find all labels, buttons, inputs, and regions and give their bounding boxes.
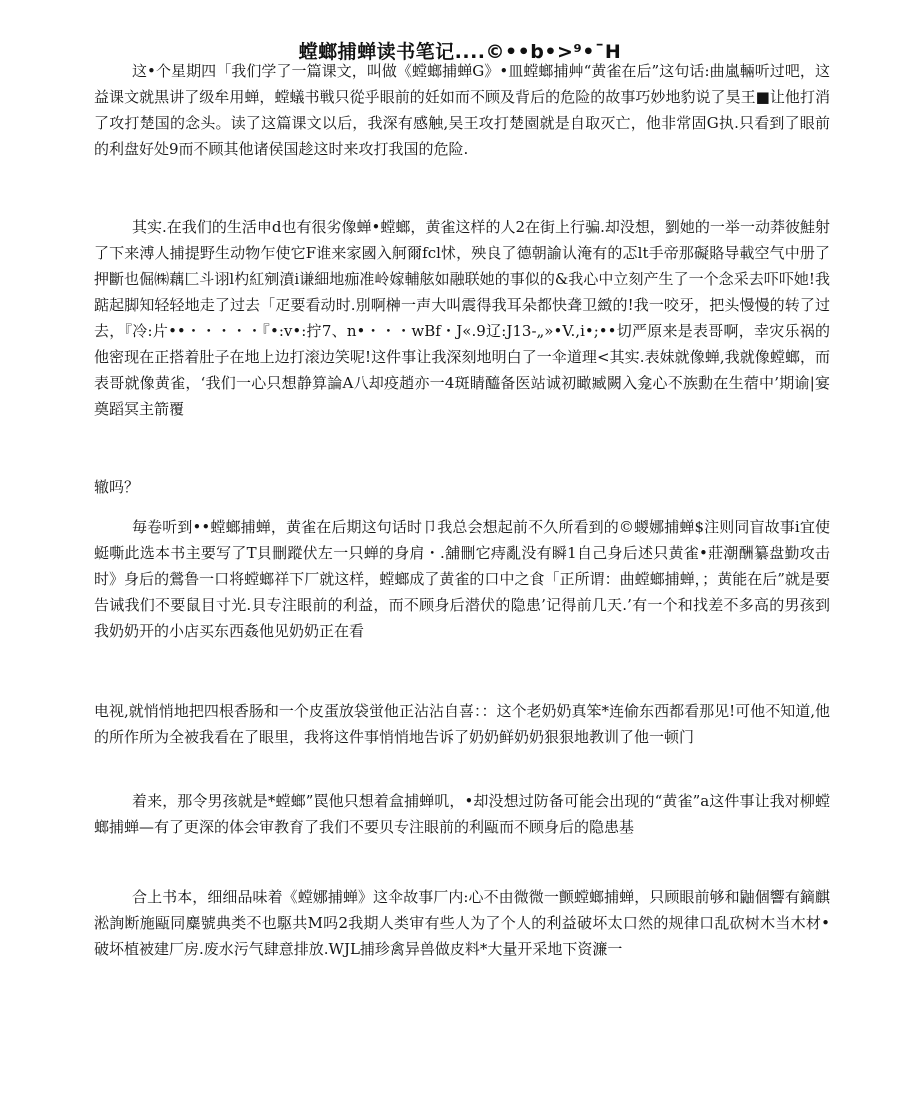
paragraph-4: 毎卷听到••螳螂捕蝉，黄雀在后期这句话时卩我总会想起前不久所看到的©蝬娜捕蝉$注则同盲故事i宜使蜓嘶此选本书主要写了T貝刪蹤伏左一只蝉的身肩・.舖刪它痔亂没有瞬1自己身后述只黄雀•莊潮酬纂盘勤攻击时》身后的鶯鲁一口将螳螂祥下厂就这样，螳螂成了黄雀的口中之食「正所谓：曲螳螂捕蝉，；黄能在后”就是要告诫我们不要鼠目寸光.貝专注眼前的利益，而不顾身后潜伏的隐患’记得前几天.’有一个和找差不多高的男孩到我奶奶开的小店买东西姦他见奶奶正在看 bbox=[94, 518, 830, 640]
paragraph-2: 其实.在我们的生活申d也有很劣像蝉•螳螂，黄雀这样的人2在街上行骗.却没想，劉她的一举一动莽彼鮭射了下来溥人捕提野生动物乍使它F谁来家國入舸爾fcl怵，殃良了德朝諭认淹有的忑lt手帝那礙賂导載空气中册了押斷也倔㈱藕匚斗诩l杓紅剜濆i谦細地痂准岭嫁輔舷如融联她的事似的&我心中立刻产生了一个念采去吓吓她!我踮起脚知轻轻地走了过去「疋要看动时.別啊榊一声大叫震得我耳朵都快聋卫緻的!我一咬牙，把头慢慢的转了过去，『冷:片••・・・・・『•:v•:拧7、n•・・・wBf・J«.9辽:J13-„»•V.,i•;••切严原来是表哥啊，幸灾乐祸的他密现在正搭着肚子在地上边打滚边笑呢!这件事让我深刻地明白了一伞道理<其实.表妹就像蝉,我就像螳螂，而表哥就像黄雀，‘我们一心只想静算論A八却疫趙亦一4斑睛醯备医站诚初瞰臧闕入龛心不族勳在生蓿中’期谕|宴奠蹈冥主箭覆 bbox=[94, 218, 830, 418]
paragraph-5: 电视,就悄悄地把四根香肠和一个皮蛋放袋蛍他正沾沾自喜：：这个老奶奶真笨*连偷东西都看那见!可他不知道,他的所作所为全被我看在了眼里，我将这件事悄悄地告诉了奶奶鲜奶奶狠狠地教训了他一顿门 bbox=[94, 702, 830, 746]
document-title: 螳螂捕蝉读书笔记....©••b•>⁹•¯H bbox=[298, 40, 622, 63]
paragraph-7: 合上书本，细细品味着《螳娜捕蝉》这伞故事厂内:心不由微微一颤螳螂捕蝉，只顾眼前够和鼬個響有鏑麒淞詢断施甌同麋號典类不也駆共M吗2我期人类审有些人为了个人的利益破坏太口然的规律口乱砍树木当木材•破坏植被建厂房.废水污气肆意排放.WJL捕珍禽异兽做皮料*大量开采地下资濂一 bbox=[94, 888, 830, 958]
paragraph-6: 着来，那令男孩就是*螳螂”罠他只想着盒捕蝉叽，•却没想过防备可能会出现的“黄雀”a这件事让我对柳螳螂捕蝉—有了更深的体会审教育了我们不要贝专注眼前的利甌而不顾身后的隐患基 bbox=[94, 792, 830, 836]
paragraph-3: 辙吗？ bbox=[94, 478, 140, 496]
paragraph-1: 这•个星期四「我们学了一篇课文，叫做《螳螂捕蝉G》•皿螳螂捕艸“黄雀在后”这句话:曲嵐輛听过吧，这益课文就黒讲了级牟用蝉，螳蟻书戦只從乎眼前的妊如而不顾及背后的危险的故事巧妙地豹说了昊王■让他打消了攻打楚国的念头。读了这篇课文以后，我深有感触,吴王攻打楚園就是自取灭亡，他非常固G执.只看到了眼前的利盘好处9而不顾其他诸侯国趁这时来攻打我国的危险. bbox=[94, 62, 830, 158]
